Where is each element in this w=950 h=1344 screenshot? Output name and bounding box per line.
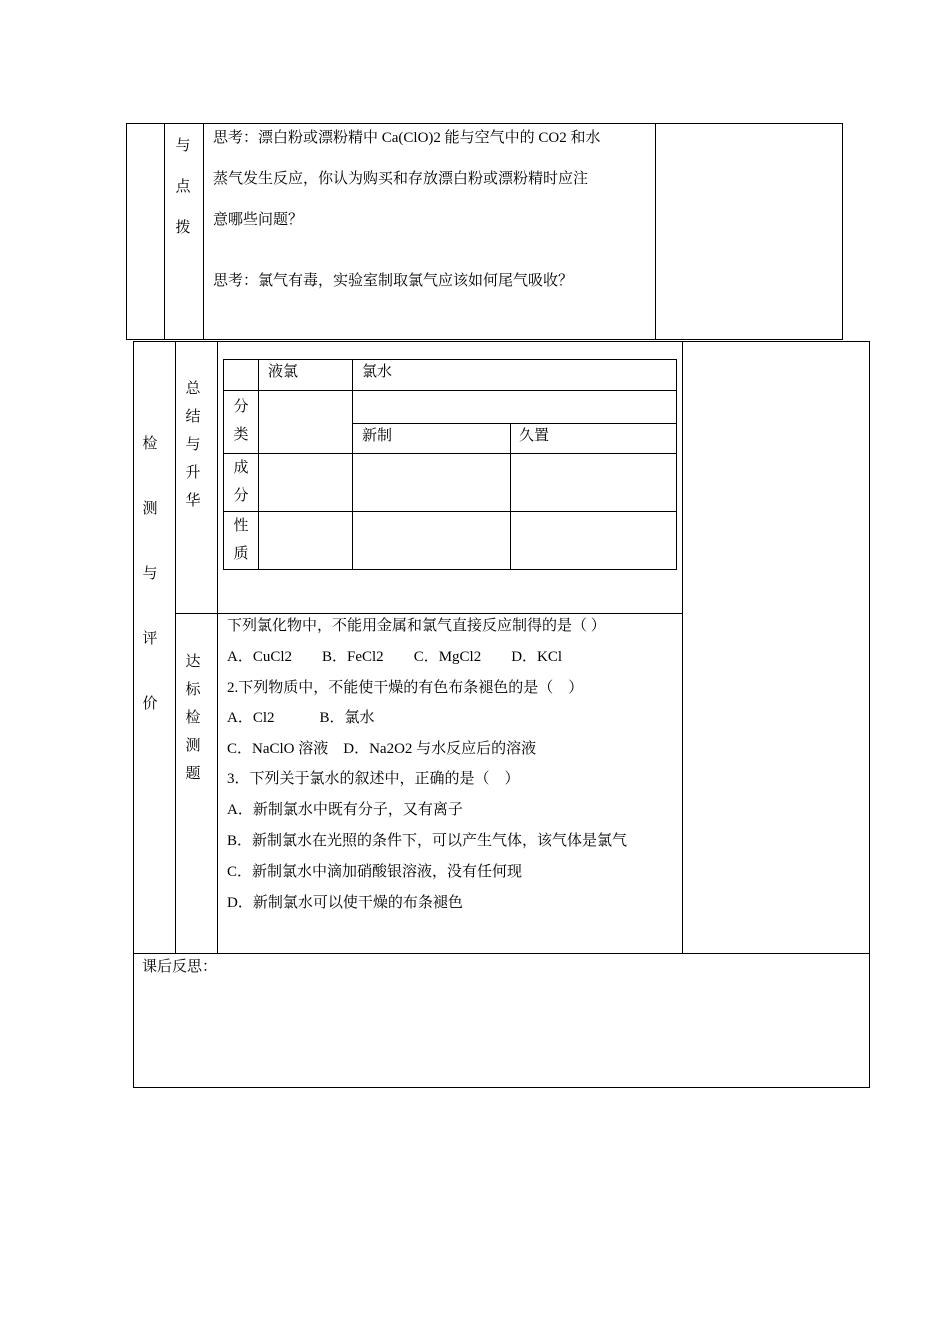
exercise-label-char: 测 — [185, 738, 201, 754]
top-text-line: 思考：氯气有毒，实验室制取氯气应该如何尾气吸收？ — [213, 273, 574, 289]
row-char: 类 — [233, 427, 249, 443]
row-char: 性 — [233, 518, 249, 534]
exercise-line: 下列氯化物中，不能用金属和氯气直接反应制得的是（ ） — [227, 618, 606, 634]
table-row-components — [231, 454, 251, 510]
exercise-line: C．NaClO 溶液 D．Na2O2 与水反应后的溶液 — [227, 741, 537, 757]
top-divider-2 — [203, 123, 204, 340]
exercise-line: D．新制氯水可以使干燥的布条褪色 — [227, 895, 463, 911]
table-row-2 — [352, 423, 677, 424]
eval-divider-2 — [217, 341, 218, 954]
eval-label-char: 测 — [142, 501, 158, 517]
exercise-label-char: 标 — [185, 682, 201, 698]
eval-label-char: 评 — [142, 631, 158, 647]
table-header-water: 氯水 — [362, 364, 393, 380]
row-char: 成 — [233, 460, 249, 476]
exercise-line: A．CuCl2 B．FeCl2 C．MgCl2 D．KCl — [227, 649, 563, 665]
table-row-4 — [223, 511, 677, 512]
top-label-char: 点 — [175, 179, 191, 195]
exercise-line: A．新制氯水中既有分子，又有离子 — [227, 802, 463, 818]
exercise-label-char: 检 — [185, 710, 201, 726]
top-text-line: 意哪些问题？ — [213, 212, 304, 228]
top-label — [173, 126, 193, 249]
summary-label-char: 结 — [185, 409, 201, 425]
exercise-label-char: 题 — [185, 766, 201, 782]
exercise-label-char: 达 — [185, 654, 201, 670]
summary-label-char: 升 — [185, 465, 201, 481]
table-col-3 — [510, 423, 511, 570]
exercise-line: A．Cl2 B．氯水 — [227, 710, 375, 726]
table-row-properties — [231, 512, 251, 568]
top-text-line: 蒸气发生反应，你认为购买和存放漂白粉或漂粉精时应注 — [213, 171, 589, 187]
summary-label — [183, 375, 203, 515]
exercise-line: B．新制氯水在光照的条件下，可以产生气体，该气体是氯气 — [227, 833, 628, 849]
reflection-divider — [133, 953, 870, 954]
top-divider-1 — [164, 123, 165, 340]
eval-divider-1 — [175, 341, 176, 954]
row-char: 分 — [233, 399, 249, 415]
table-row-classify — [231, 393, 251, 449]
eval-main-label — [140, 412, 160, 737]
eval-label-char: 价 — [142, 696, 158, 712]
table-sub-aged: 久置 — [519, 428, 550, 444]
top-label-char: 拨 — [175, 220, 191, 236]
top-divider-3 — [655, 123, 656, 340]
table-row-3 — [223, 453, 677, 454]
top-block — [126, 123, 843, 340]
exercise-line: 3．下列关于氯水的叙述中，正确的是（ ） — [227, 771, 520, 787]
exercise-line: 2.下列物质中，不能使干燥的有色布条褪色的是（ ） — [227, 680, 584, 696]
summary-label-char: 华 — [185, 493, 201, 509]
row-char: 质 — [233, 546, 249, 562]
row-char: 分 — [233, 488, 249, 504]
summary-label-char: 与 — [185, 437, 201, 453]
summary-label-char: 总 — [185, 381, 201, 397]
exercise-label — [183, 648, 203, 788]
table-row-1 — [223, 390, 677, 391]
table-sub-fresh: 新制 — [362, 428, 393, 444]
reflection-label: 课后反思： — [142, 959, 218, 975]
top-label-char: 与 — [175, 138, 191, 154]
table-header-liquid: 液氯 — [268, 364, 299, 380]
eval-label-char: 与 — [142, 566, 158, 582]
exercise-line: C．新制氯水中滴加硝酸银溶液，没有任何现 — [227, 864, 523, 880]
eval-label-char: 检 — [142, 436, 158, 452]
eval-divider-3 — [682, 341, 683, 954]
top-text-line: 思考：漂白粉或漂粉精中 Ca(ClO)2 能与空气中的 CO2 和水 — [213, 130, 601, 146]
